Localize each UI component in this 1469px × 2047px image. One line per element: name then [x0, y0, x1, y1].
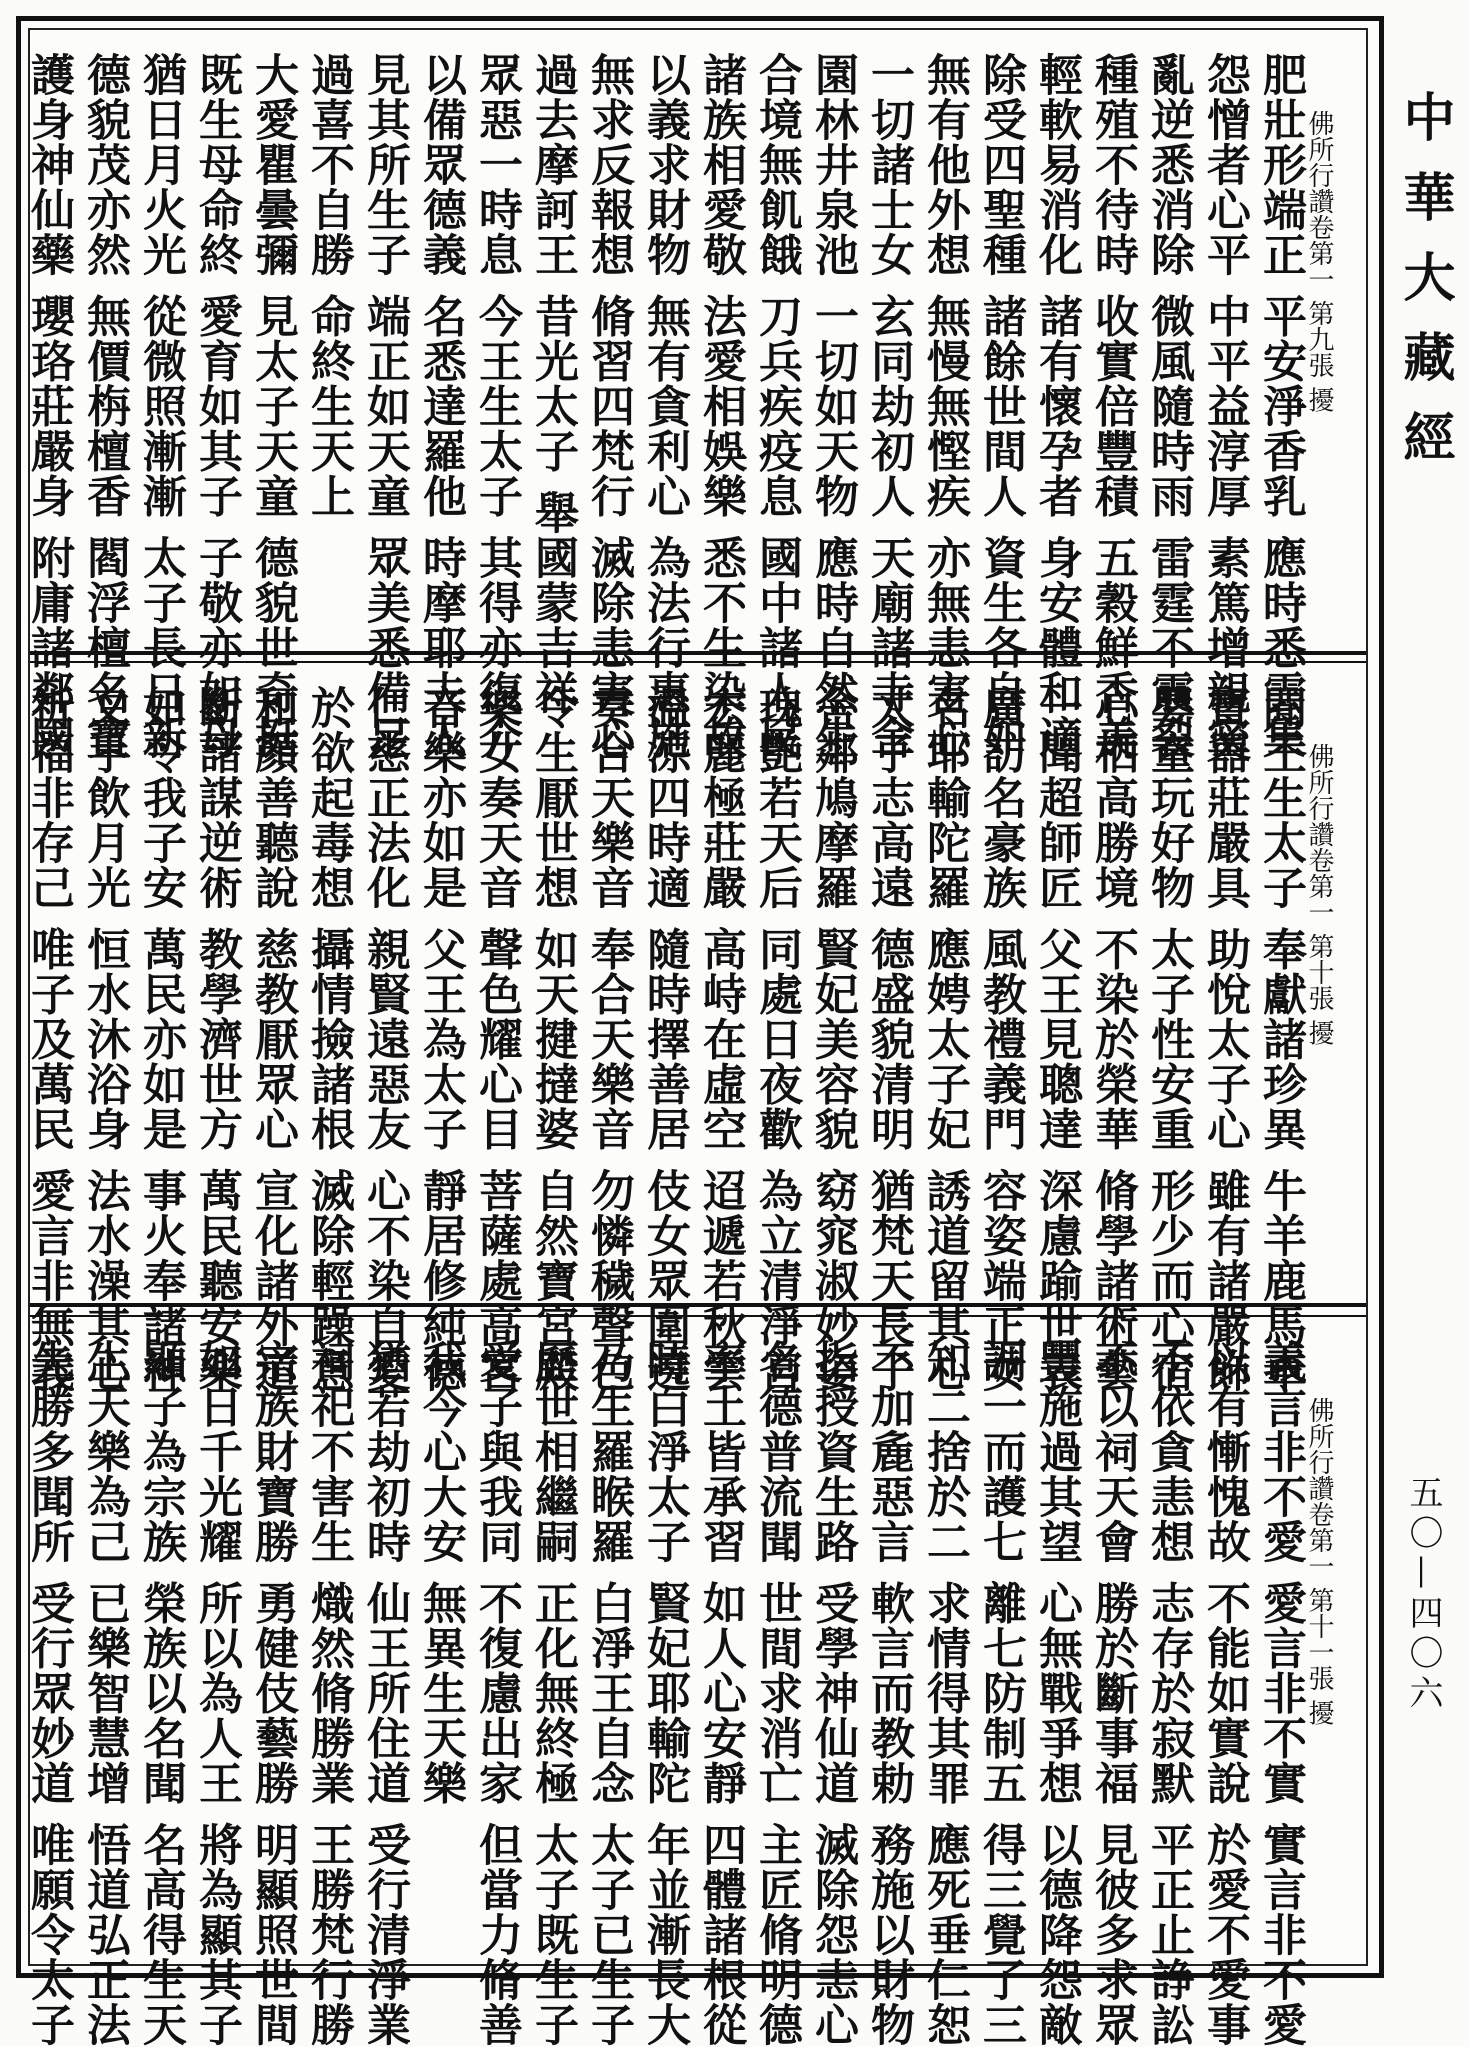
text-column: 音樂亦如是 父王為太子 靜居修純德 [415, 685, 466, 1393]
text-column: 於欲起毒想 攝情撿諸根 滅除輕躁意 [303, 685, 354, 1393]
text-column: 過去摩訶王 昔光太子 舉國蒙吉祥 [527, 52, 578, 715]
text-column: 指授資生路 受學神仙道 滅除怨恚心 [807, 1339, 858, 2047]
collection-title: 中華大藏經 [1394, 90, 1455, 490]
page-number: 五〇—四〇六 [1403, 1475, 1443, 1715]
text-column: 叉手飲月光 恒水沐浴身 法水澡其心 [79, 685, 130, 1393]
text-column: 猶日月火光 從微照漸漸 太子長日新 [135, 52, 186, 760]
text-column: 園林井泉池 一切如天物 應時自然生 [807, 52, 858, 760]
text-column: 和顏善聽說 慈教厭眾心 宣化諸外道 [247, 685, 298, 1393]
text-column: 大愛瞿曇彌 見太子天童 德貌世奇挺 [247, 52, 298, 760]
text-column: 護身神仙藥 瓔珞莊嚴身 附庸諸鄰國 [23, 52, 74, 760]
text-column: 宗族財寶勝 勇健伎藝勝 明顯照世間 [247, 1339, 298, 2047]
text-column: 嬰童玩好物 太子性安重 形少而心宿 [1143, 685, 1194, 1393]
panel-header: 佛所行讚卷第一 第九張 擾 [1304, 110, 1334, 413]
text-column: 豐施過其望 心無戰爭想 以德降怨敵 [1031, 1339, 1082, 2047]
text-column: 宏麗極莊嚴 高峙在虛空 迢遞若秋雲 [695, 685, 746, 1393]
panel-header: 佛所行讚卷第一 第十張 擾 [1304, 743, 1334, 1046]
text-column: 寶器莊嚴具 助悅太子心 雖有諸嚴飾 [1199, 685, 1250, 1393]
text-column: 樂女奏天音 聲色耀心目 菩薩處高宮 [471, 685, 522, 1393]
text-panel-3 [23, 1315, 1366, 2047]
text-column: 諸族相愛敬 法愛相娛樂 悉不生染故 [695, 52, 746, 760]
text-column: 種殖不待時 收實倍豐積 五穀鮮香美 [1087, 52, 1138, 760]
text-column: 知二捨於二 求情得其罪 應死垂仁恕 [919, 1339, 970, 2047]
text-column: 既生母命終 愛育如其子 子敬亦如母 [191, 52, 242, 760]
text-column: 眾惡一時息 今王生太子 其得亦復介 [471, 52, 522, 760]
text-column: 奏合天樂音 奉合天樂音 勿憐穢聲色 [583, 685, 634, 1393]
text-column: 斷諸謀逆術 教學濟世方 萬民聽安樂 [191, 685, 242, 1393]
text-column: 不以祠天會 勝於斷事福 見彼多求眾 [1087, 1339, 1138, 2047]
text-column: 一聞超師匠 父王見聰達 深慮踰世表 [1031, 685, 1082, 1393]
text-column: 祠祀不害生 熾然脩勝業 王勝梵行勝 [303, 1339, 354, 2047]
text-column: 以有慚愧故 不能如實說 於愛不愛事 [1199, 1339, 1250, 2047]
text-column: 廣訪名豪族 風教禮義門 容姿端正女 [975, 685, 1026, 1393]
text-column: 過喜不自勝 命終生天上 [303, 52, 354, 519]
text-column: 心栖高勝境 不染於榮華 脩學諸術藝 [1087, 685, 1138, 1393]
text-panel-1 [23, 30, 1366, 760]
text-column: 義言非不愛 愛言非不實 實言非不愛 [1255, 1339, 1306, 2047]
text-column: 名耶輸陀羅 應娉太子妃 誘道留其心 [919, 685, 970, 1393]
text-column: 一切諸士女 玄同劫初人 天廟諸寺舍 [863, 52, 914, 760]
text-column: 除受四聖種 諸餘世間人 資生各自如 [975, 52, 1026, 760]
text-column: 率土皆承習 如人心安靜 四體諸根從 [695, 1339, 746, 2047]
text-column: 亂逆悉消除 微風隨時雨 雷霆不震裂 [1143, 52, 1194, 760]
text-column: 如日千光耀 所以為人王 將為顯其子 [191, 1339, 242, 2047]
text-column: 我今心大安 無異生天樂 [415, 1339, 466, 1806]
text-column: 祈福非存己 唯子及萬民 愛言非無義 [23, 685, 74, 1393]
text-column: 以義求財物 無有貪利心 為法行惠施 [639, 52, 690, 760]
text-column: 見其所生子 端正如天童 眾美悉備足 [359, 52, 410, 760]
text-column: 不依貪恚想 志存於寂默 平正止諍訟 [1143, 1339, 1194, 2047]
text-column: 溫涼四時適 隨時擇善居 伎女眾圍遶 [639, 685, 690, 1393]
text-column: 時白淨太子 賢妃耶輸陀 年並漸長大 [639, 1339, 690, 2047]
text-column: 無求反報想 脩習四梵行 滅除恚害心 [583, 52, 634, 760]
text-column: 生天樂為己 已樂智慧增 悟道弘正法 [79, 1339, 130, 2047]
text-column: 不加麁惡言 軟言而教勅 務施以財物 [863, 1339, 914, 2047]
text-column: 仁慈正法化 親賢遠惡友 心不染自愛 [359, 685, 410, 1393]
text-column: 聞王生太子 奉獻諸珍異 牛羊鹿馬車 [1255, 685, 1306, 1393]
text-column: 乃生羅睺羅 白淨王自念 太子已生子 [583, 1339, 634, 2047]
text-column: 無有他外想 無慢無慳疾 亦無恚害心 [919, 52, 970, 760]
text-column: 令生厭世想 如天揵撻婆 自然寶宮殿 [527, 685, 578, 1393]
text-column: 猶若劫初時 仙王所住道 受行清淨業 [359, 1339, 410, 2047]
text-column: 肥壯形端正 平安淨香乳 應時悉雲集 [1255, 52, 1306, 760]
text-column: 瑰艷若天后 同處日夜歡 為立清淨宮 [751, 685, 802, 1393]
text-column: 輕軟易消化 諸有懷孕者 身安體和適 [1031, 52, 1082, 760]
text-column: 先勝多聞所 受行眾妙道 唯願令太子 [23, 1339, 74, 2047]
panel-header: 佛所行讚卷第一 第十一張 擾 [1304, 1397, 1334, 1726]
text-column: 以備眾德義 名悉達羅他 時摩耶夫人 [415, 52, 466, 760]
text-column: 愛子與我同 不復慮出家 但當力脩善 [471, 1339, 522, 2047]
text-column: 調一而護七 離七防制五 得三覺了三 [975, 1339, 1026, 2047]
text-column: 顯子為宗族 榮族以名聞 名高得生天 [135, 1339, 186, 2047]
text-column: 太子志高遠 德盛貌清明 猶梵天長子 [863, 685, 914, 1393]
text-panel-2 [23, 661, 1366, 1393]
text-column: 怨憎者心平 中平益淳厚 素篤增親密 [1199, 52, 1250, 760]
text-column: 名德普流聞 世間求消亡 主匠脩明德 [751, 1339, 802, 2047]
text-column: 合境無飢餓 刀兵疾疫息 國中諸人民 [751, 52, 802, 760]
text-column: 舍鄰鳩摩羅 賢妃美容貌 窈窕淑妙姿 [807, 685, 858, 1393]
text-column: 歷世相繼嗣 正化無終極 太子既生子 [527, 1339, 578, 2047]
text-column: 德貌茂亦然 無價栴檀香 閻浮檀名寶 [79, 52, 130, 760]
text-column: 如令我子安 萬民亦如是 事火奉諸神 [135, 685, 186, 1393]
